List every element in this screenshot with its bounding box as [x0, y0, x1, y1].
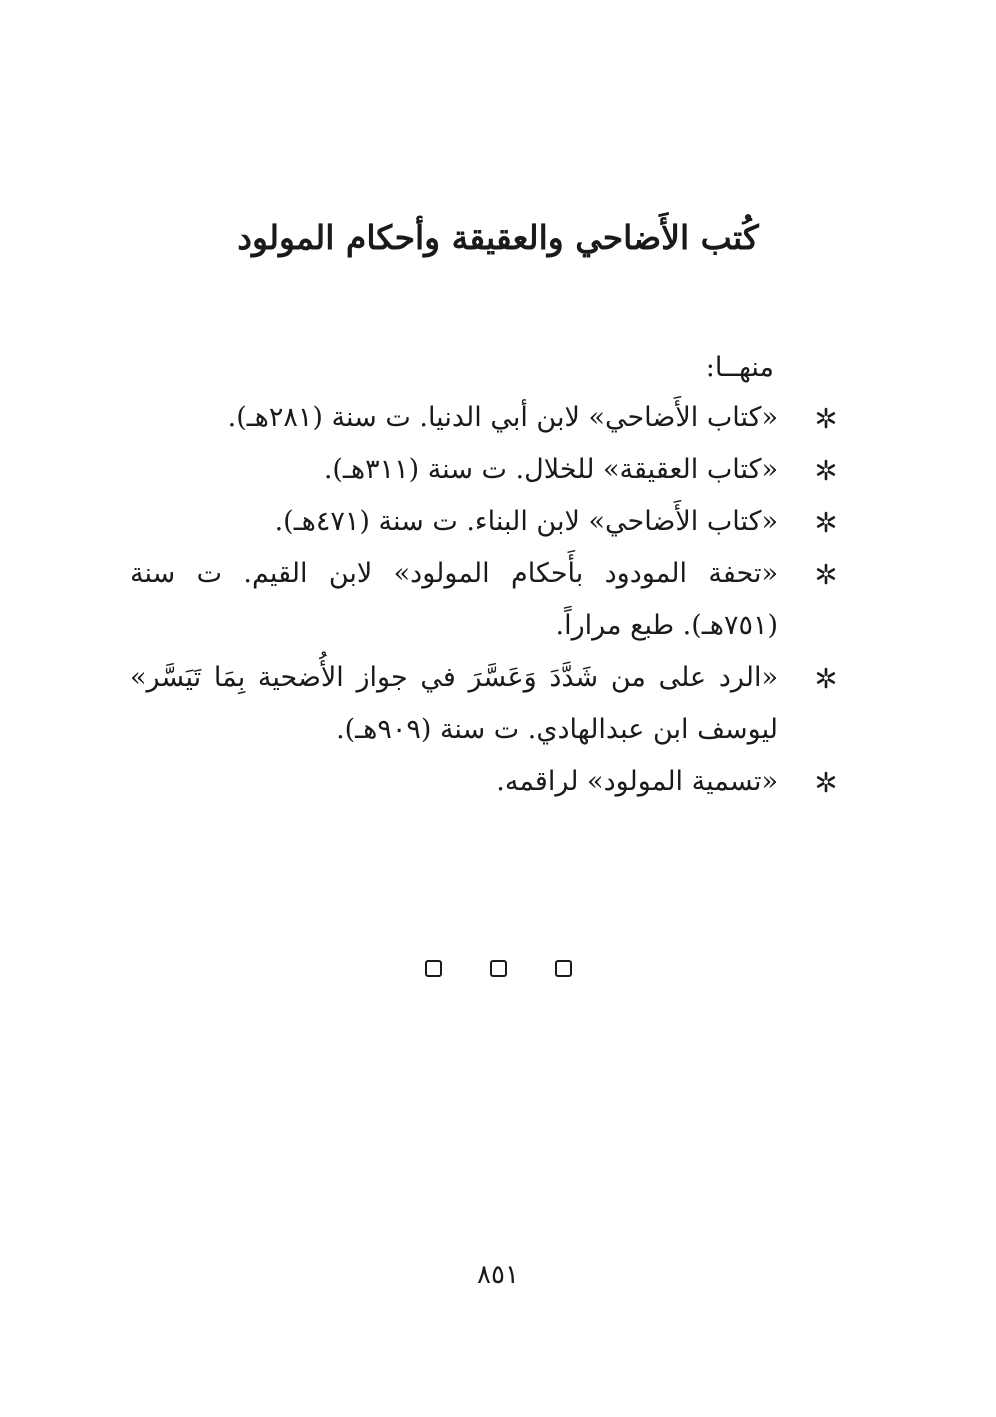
book-list — [130, 392, 838, 808]
page-number: ٨٥١ — [477, 1260, 519, 1290]
list-item — [130, 756, 838, 808]
square-icon — [490, 960, 507, 977]
asterisk-flower-icon — [814, 406, 838, 430]
list-item-text: «كتاب الأَضاحي» لابن البناء. ت سنة (٤٧١هـ). — [274, 506, 778, 537]
list-item-text: «تحفة المودود بأَحكام المولود» لابن القيم. ت سنة (٧٥١هـ). طبع مراراً. — [130, 558, 778, 641]
page-title: كُتب الأَضاحي والعقيقة وأحكام المولود — [237, 218, 759, 257]
list-item-text: «كتاب العقيقة» للخلال. ت سنة (٣١١هـ). — [323, 454, 778, 485]
list-item — [130, 444, 838, 496]
list-item — [130, 496, 838, 548]
list-item-text: «الرد على من شَدَّدَ وَعَسَّرَ في جواز الأُضحية بِمَا تَيَسَّر» ليوسف ابن عبدالهادي. ت سنة (٩٠٩هـ). — [130, 662, 778, 745]
list-item — [130, 652, 838, 756]
asterisk-flower-icon — [814, 458, 838, 482]
asterisk-flower-icon — [814, 510, 838, 534]
list-item-text: «كتاب الأَضاحي» لابن أبي الدنيا. ت سنة (٢٨١هـ). — [227, 402, 778, 433]
section-end-ornament — [0, 960, 996, 977]
square-icon — [425, 960, 442, 977]
asterisk-flower-icon — [814, 562, 838, 586]
list-item-text: «تسمية المولود» لراقمه. — [496, 766, 778, 797]
list-intro: منهــا: — [705, 352, 774, 383]
list-item — [130, 548, 838, 652]
asterisk-flower-icon — [814, 770, 838, 794]
asterisk-flower-icon — [814, 666, 838, 690]
list-item — [130, 392, 838, 444]
square-icon — [555, 960, 572, 977]
